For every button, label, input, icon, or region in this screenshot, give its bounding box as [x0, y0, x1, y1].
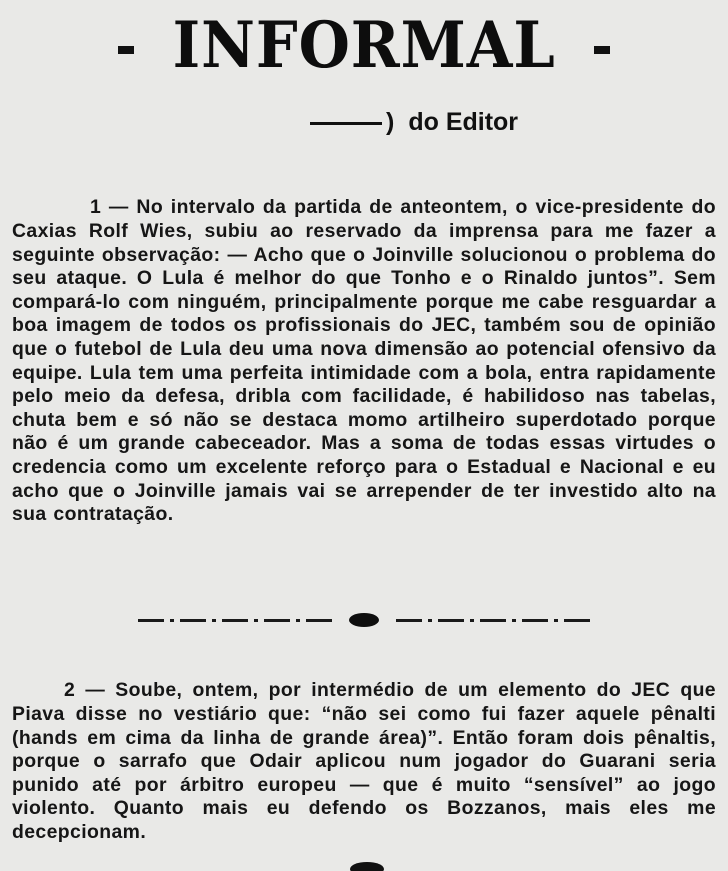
divider-oval-ornament	[349, 613, 379, 627]
divider-right-dashes	[396, 619, 590, 622]
section-divider	[138, 610, 590, 630]
bottom-ornament	[350, 862, 384, 871]
column-masthead	[0, 0, 728, 92]
left-bullet-mark	[118, 46, 134, 54]
column-title: INFORMAL	[172, 8, 556, 83]
right-bullet-mark	[594, 46, 610, 54]
article-paragraph-2: 2 — Soube, ontem, por intermédio de um elemento do JEC que Piava disse no vestiário que: “não sei como fui fazer aquele pênalti (hands em cima da linha de grande área)”. Então foram dois pênaltis, porque o sarrafo que Odair aplicou num jogador do Guarani seria punido até por árbitro europeu — que é muito “sensível” ao jogo violento. Quanto mais eu defendo os Bozzanos, mais eles me decepcionam.	[12, 679, 716, 843]
byline-text: do Editor	[408, 108, 519, 136]
byline-dash	[310, 122, 382, 125]
byline	[310, 108, 518, 137]
divider-left-dashes	[138, 619, 332, 622]
article-paragraph-1: 1 — No intervalo da partida de anteontem, o vice-presidente do Caxias Rolf Wies, subiu ao reservado da imprensa para me fazer a seguinte observação: — Acho que o Joinville solucionou o problema do seu ataque. O Lula é melhor do que Tonho e o Rinaldo juntos”. Sem compará-lo com ninguém, principalmente porque me cabe resguardar a boa imagem de todos os profissionais do JEC, também sou de opinião que o futebol de Lula deu uma nova dimensão ao potencial ofensivo da equipe. Lula tem uma perfeita intimidade com a bola, entra rapidamente pelo meio da defesa, dribla com facilidade, é habilidoso nas tabelas, chuta bem e só não se destaca momo artilheiro superdotado porque não é um grande cabeceador. Mas a soma de todas essas virtudes o credencia como um excelente reforço para o Estadual e Nacional e eu acho que o Joinville jamais vai se arrepender de ter investido alto na sua contratação.	[12, 196, 716, 526]
byline-paren: )	[386, 108, 395, 136]
